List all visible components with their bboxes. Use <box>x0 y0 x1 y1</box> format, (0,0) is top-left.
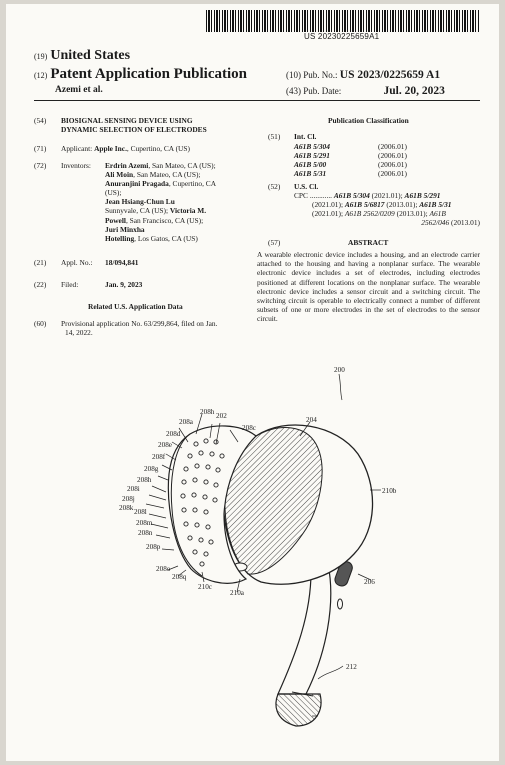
int-cl-versions: (2006.01) (2006.01) (2006.01) (2006.01) <box>378 142 407 179</box>
electrode-dot <box>193 478 197 482</box>
reference-label-208j: 208j <box>122 495 135 503</box>
us-cl-label: U.S. Cl. <box>294 182 319 191</box>
reference-label-208h: 208h <box>200 408 215 416</box>
electrode-dot <box>182 508 186 512</box>
reference-label-208f: 208f <box>152 453 166 461</box>
int-cl-code: (51) <box>268 132 281 141</box>
electrode-dot <box>195 523 199 527</box>
abstract-code: (57) <box>268 238 281 247</box>
reference-label-208n: 208n <box>138 529 153 537</box>
title-field: (54) <box>34 116 47 125</box>
reference-label-208e: 208e <box>158 441 172 449</box>
provisional-text: Provisional application No. 63/299,864, filed on Jan. 14, 2022. <box>61 319 218 338</box>
inventors-list: Erdrin Azemi, San Mateo, CA (US); Ali Moin, San Mateo, CA (US); Anuranjini Pragada, Cupertino, CA (US); Jean Hsiang-Chun Lu Sunnyvale, CA (US); Victoria M. Powell, San Francisco, CA (US); Juri Minxha Hotelling, Los Gatos, CA (US) <box>105 161 217 243</box>
reference-label-208c: 208c <box>242 424 256 432</box>
electrode-dot <box>181 494 185 498</box>
electrode-dot <box>209 540 213 544</box>
electrode-dot <box>182 480 186 484</box>
reference-label-208m: 208m <box>136 519 153 527</box>
reference-label-208q: 208q <box>172 573 187 581</box>
electrode-dot <box>193 550 197 554</box>
electrode-dot <box>206 525 210 529</box>
electrode-dot <box>188 454 192 458</box>
us-cl-code: (52) <box>268 182 281 191</box>
inventors-label: Inventors: <box>61 161 91 170</box>
electrode-dot <box>204 552 208 556</box>
reference-label-200: 200 <box>334 366 345 374</box>
electrode-dot <box>199 451 203 455</box>
reference-label-210a: 210a <box>230 589 244 597</box>
reference-label-210c: 210c <box>198 583 212 591</box>
appl-no-value: 18/094,841 <box>105 258 139 267</box>
electrode-dot <box>210 452 214 456</box>
electrode-dot <box>184 467 188 471</box>
reference-label-208o: 208o <box>156 565 171 573</box>
filed-value: Jan. 9, 2023 <box>105 280 143 289</box>
reference-label-208i: 208i <box>127 485 140 493</box>
reference-label-202: 202 <box>216 412 227 420</box>
related-data-heading: Related U.S. Application Data <box>88 302 183 311</box>
electrode-dot <box>213 498 217 502</box>
electrode-dot <box>204 510 208 514</box>
int-cl-label: Int. Cl. <box>294 132 317 141</box>
filed-code: (22) <box>34 280 47 289</box>
reference-label-204: 204 <box>306 416 317 424</box>
reference-label-210b: 210b <box>382 487 397 495</box>
reference-label-208a: 208a <box>179 418 193 426</box>
appl-no-code: (21) <box>34 258 47 267</box>
filed-label: Filed: <box>61 280 79 289</box>
document-type-heading: (12) Patent Application Publication <box>34 66 248 82</box>
provisional-code: (60) <box>34 319 47 328</box>
patent-drawing <box>6 4 499 761</box>
reference-label-208l: 208l <box>134 508 147 516</box>
reference-label-208k: 208k <box>119 504 134 512</box>
electrode-dot <box>220 454 224 458</box>
electrode-dot <box>195 464 199 468</box>
electrode-dot <box>199 538 203 542</box>
electrode-dot <box>200 562 204 566</box>
reference-label-212: 212 <box>346 663 357 671</box>
int-cl-codes: A61B 5/304 A61B 5/291 A61B 5/00 A61B 5/31 <box>294 142 330 179</box>
reference-label-208d: 208d <box>166 430 181 438</box>
country-heading: (19) United States <box>34 48 131 63</box>
electrode-dot <box>192 493 196 497</box>
reference-label-208h: 208h <box>137 476 152 484</box>
patent-page <box>6 4 499 761</box>
publication-date: (43) Pub. Date: Jul. 20, 2023 <box>286 85 445 97</box>
inventors-code: (72) <box>34 161 47 170</box>
electrode-dot <box>204 439 208 443</box>
appl-no-label: Appl. No.: <box>61 258 93 267</box>
classification-heading: Publication Classification <box>328 116 409 125</box>
inventor-short: Azemi et al. <box>55 85 103 95</box>
applicant-field: Applicant: Apple Inc., Cupertino, CA (US) <box>61 144 190 153</box>
applicant-code: (71) <box>34 144 47 153</box>
reference-label-208g: 208g <box>144 465 159 473</box>
patent-title: BIOSIGNAL SENSING DEVICE USING DYNAMIC SELECTION OF ELECTRODES <box>61 116 207 135</box>
reference-label-206: 206 <box>364 578 375 586</box>
electrode-dot <box>204 480 208 484</box>
electrode-dot <box>184 522 188 526</box>
abstract-text: A wearable electronic device includes a housing, and an electrode carrier attached to the housing and having a nonplanar surface. The wearable electronic device includes a set of electrodes, including electrodes positioned at different locations on the nonplanar surface. The wearable electronic device includes a sensor circuit and a switching circuit. The switching circuit is operable to electrically connect a number of different subsets of one or more electrodes in the set of electrodes to the sensor circuit. <box>257 250 480 324</box>
electrode-dot <box>188 536 192 540</box>
electrode-dot <box>216 468 220 472</box>
electrode-dot <box>214 483 218 487</box>
publication-number: (10) Pub. No.: US 2023/0225659 A1 <box>286 69 441 81</box>
electrode-dot <box>203 495 207 499</box>
electrode-dot <box>193 508 197 512</box>
abstract-heading: ABSTRACT <box>348 238 389 247</box>
cpc-list: CPC ............ A61B 5/304 (2021.01); A61B 5/291 (2021.01); A61B 5/6817 (2013.01); A61B 5/31 (2021.01); A61B 2562/0209 (2013.01); A61B 2562/046 (2013.01) <box>294 191 480 228</box>
electrode-dot <box>194 442 198 446</box>
electrode-dot <box>206 465 210 469</box>
reference-label-208p: 208p <box>146 543 161 551</box>
barcode-number: US 20230225659A1 <box>304 32 380 41</box>
